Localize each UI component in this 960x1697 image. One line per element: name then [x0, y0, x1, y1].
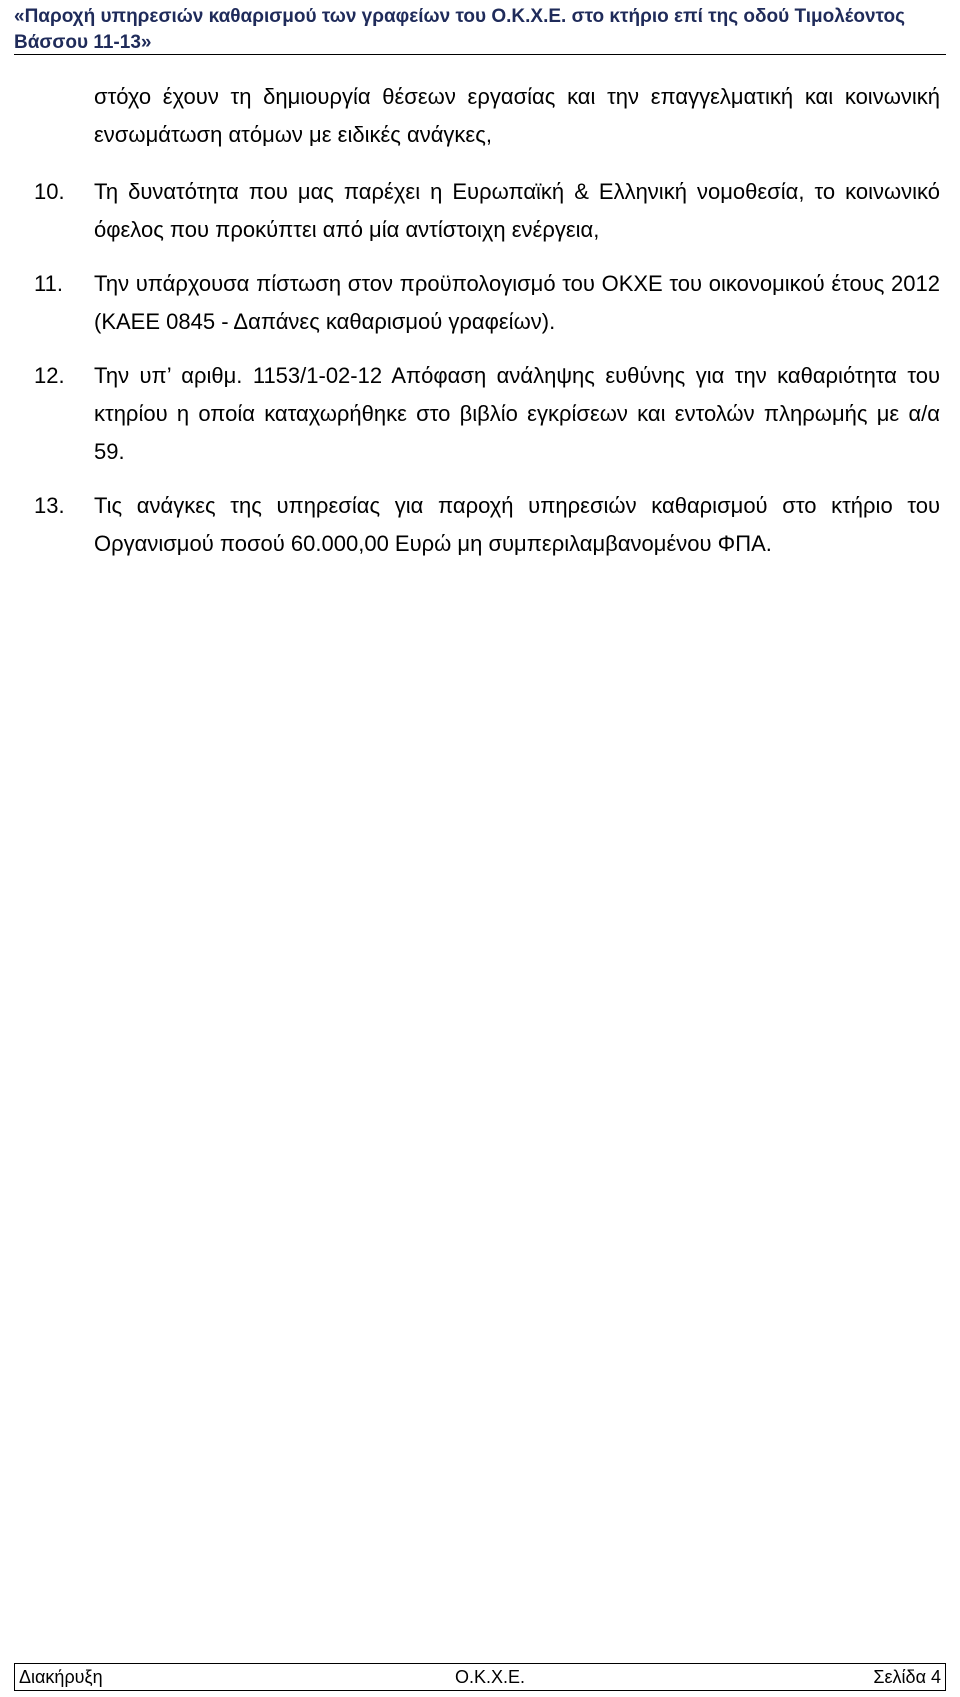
list-item-10 [34, 173, 940, 249]
footer-page-number: Σελίδα 4 [873, 1666, 941, 1687]
continuation-paragraph: στόχο έχουν τη δημιουργία θέσεων εργασίας και την επαγγελματική και κοινωνική ενσωμάτωση ατόμων με ειδικές ανάγκες, [94, 84, 940, 147]
document-body [34, 78, 940, 563]
header-title: «Παροχή υπηρεσιών καθαρισμού των γραφείων του Ο.Κ.Χ.Ε. στο κτήριο επί της οδού Τιμολέοντος Βάσσου 11-13» [14, 6, 905, 53]
list-item-number: 11. [34, 271, 63, 296]
list-item-text: Την υπ’ αριθμ. 1153/1-02-12 Απόφαση ανάληψης ευθύνης για την καθαριότητα του κτηρίου η οποία καταχωρήθηκε στο βιβλίο εγκρίσεων και εντολών πληρωμής με α/α 59. [94, 363, 940, 464]
list-item-number: 12. [34, 363, 65, 388]
list-item-12 [34, 357, 940, 471]
header-divider [14, 54, 946, 55]
footer-organization: Ο.Κ.Χ.Ε. [455, 1666, 526, 1687]
list-item-text: Τη δυνατότητα που μας παρέχει η Ευρωπαϊκή & Ελληνική νομοθεσία, το κοινωνικό όφελος που προκύπτει από μία αντίστοιχη ενέργεια, [94, 179, 940, 242]
document-footer [14, 1663, 946, 1691]
list-item-13 [34, 487, 940, 563]
list-item-11 [34, 265, 940, 341]
list-item-number: 13. [34, 493, 65, 518]
footer-document-type: Διακήρυξη [19, 1666, 103, 1687]
list-item-number: 10. [34, 179, 65, 204]
list-item-text: Την υπάρχουσα πίστωση στον προϋπολογισμό του ΟΚΧΕ του οικονομικού έτους 2012 (ΚΑΕΕ 0845 - Δαπάνες καθαρισμού γραφείων). [94, 271, 940, 334]
document-header [14, 4, 946, 56]
list-item-text: Τις ανάγκες της υπηρεσίας για παροχή υπηρεσιών καθαρισμού στο κτήριο του Οργανισμού ποσού 60.000,00 Ευρώ μη συμπεριλαμβανομένου ΦΠΑ. [94, 493, 940, 556]
